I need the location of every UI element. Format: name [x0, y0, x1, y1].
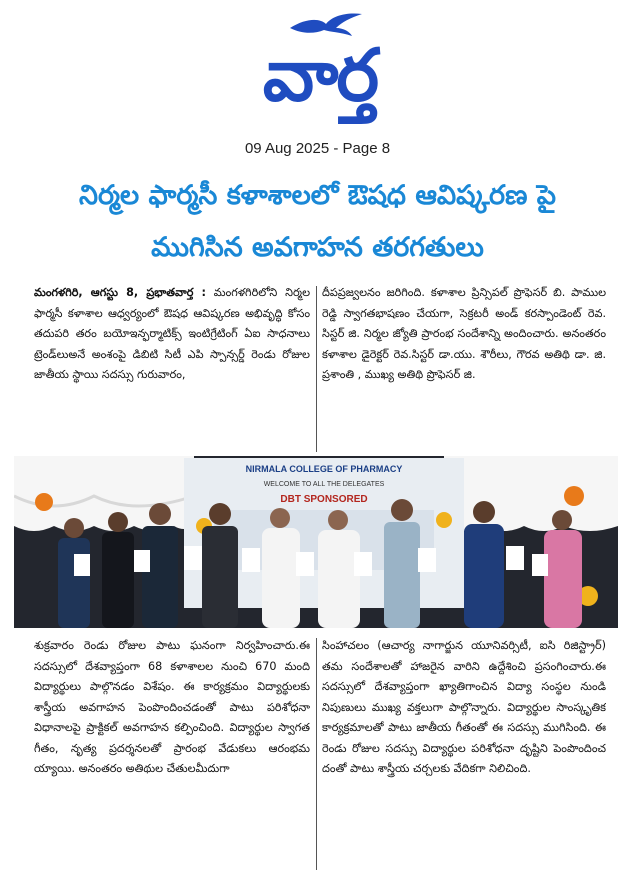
banner-line-3: DBT SPONSORED: [280, 494, 368, 505]
headline-line-1: నిర్మల ఫార్మసీ కళాశాలలో ఔషధ ఆవిష్కరణ పై: [79, 180, 556, 211]
article-column-right-top: [322, 283, 606, 453]
banner-line-1: NIRMALA COLLEGE OF PHARMACY: [245, 464, 403, 474]
event-photo-illustration: [14, 456, 618, 628]
page-dateline: 09 Aug 2025 - Page 8: [244, 140, 391, 157]
article-text-left-bottom: శుక్రవారం రెండు రోజుల పాటు ఘనంగా నిర్వహించారు.ఈ సదస్సులో దేశవ్యాప్తంగా 68 కళాశాలల నుంచి 670 మంది విద్యార్థులు పాల్గొనడం విశేషం. ఈ కార్యక్రమం విద్యార్థులకు శాస్త్రీయ అవగాహన పెంపొందించడంతో పాటు పరిశోధనా విధానాలపై ప్రాక్టికల్ అవగాహన కల్పించింది. విద్యార్థుల స్వాగత గీతం, నృత్య ప్రదర్శనలతో ప్రారంభ వేడుకలు ఆరంభమ య్యాయి. అనంతరం అతిథుల చేతులమీదుగా: [34, 639, 310, 775]
article-dateline: మంగళగిరి, ఆగస్టు 8, ప్రభాతవార్త :: [34, 286, 206, 299]
article-text-left-top: మంగళగిరిలోని నిర్మల ఫార్మసీ కళాశాల ఆధ్వర్యంలో ఔషధ ఆవిష్కరణ అభివృద్ధి కోసం తదుపరి తరం బయోఇన్ఫర్మాటిక్స్ ఇంటిగ్రేటింగ్ ఏఐ సాధనాలు ట్రెండ్‌లుఅనే అంశంపై డిబిటి సిటీ ఎపి స్పాన్సర్డ్ రెండు రోజుల జాతీయ స్థాయి సదస్సు గురువారం,: [34, 286, 310, 381]
article-column-right-bottom: [322, 636, 606, 872]
article-text-right-bottom: సింహాచలం (ఆచార్య నాగార్జున యూనివర్సిటీ, ఐసి రిజిస్ట్రార్) తమ సందేశాలతో హాజరైన వారిని ఉద్దేశించి ప్రసంగించారు.ఈ సదస్సులో దేశవ్యాప్తంగా ఖ్యాతిగాంచిన విద్యా సంస్థల నుండి నిపుణులు ముఖ్య వక్తలుగా పాల్గొన్నారు. విద్యార్థుల సాంస్కృతిక కార్యక్రమాలతో పాటు జాతీయ గీతంతో ఈ సదస్సు ముగిసింది. ఈ రెండు రోజుల సదస్సు విద్యార్థుల పరిశోధనా దృష్టిని పెంపొందించ దంతో పాటు శాస్త్రీయ చర్చలకు వేదికగా నిలిచింది.: [322, 639, 606, 775]
event-photo: [14, 456, 618, 628]
article-text-right-top: దీపప్రజ్వలనం జరిగింది. కళాశాల ప్రిన్సిపల్ ప్రొఫెసర్ బి. పాముల రెడ్డి స్వాగతభాషణం చేయగా, సెక్రటరీ అండ్ కరస్పాండెంట్ రెవ. సిస్టర్ జి. నిర్మల జ్యోతి ప్రారంభ సందేశాన్ని అందించారు. అనంతరం కళాశాల డైరెక్టర్ రెవ.సిస్టర్ డా.యు. శౌరీలు, గౌరవ అతిథి డా. జి. ప్రశాంతి , ముఖ్య అతిథి ప్రొఫెసర్ జి.: [322, 286, 606, 381]
curtain-right: [444, 456, 618, 531]
banner-line-2: WELCOME TO ALL THE DELEGATES: [263, 481, 385, 488]
masthead: [0, 0, 635, 128]
masthead-logo: వార్త: [262, 33, 378, 117]
article-column-left-top: [34, 283, 310, 453]
headline-line-2: ముగిసిన అవగాహన తరగతులు: [151, 232, 484, 263]
article-column-left-bottom: [34, 636, 310, 872]
column-divider-top: [316, 286, 317, 452]
column-divider-bottom: [316, 638, 317, 870]
